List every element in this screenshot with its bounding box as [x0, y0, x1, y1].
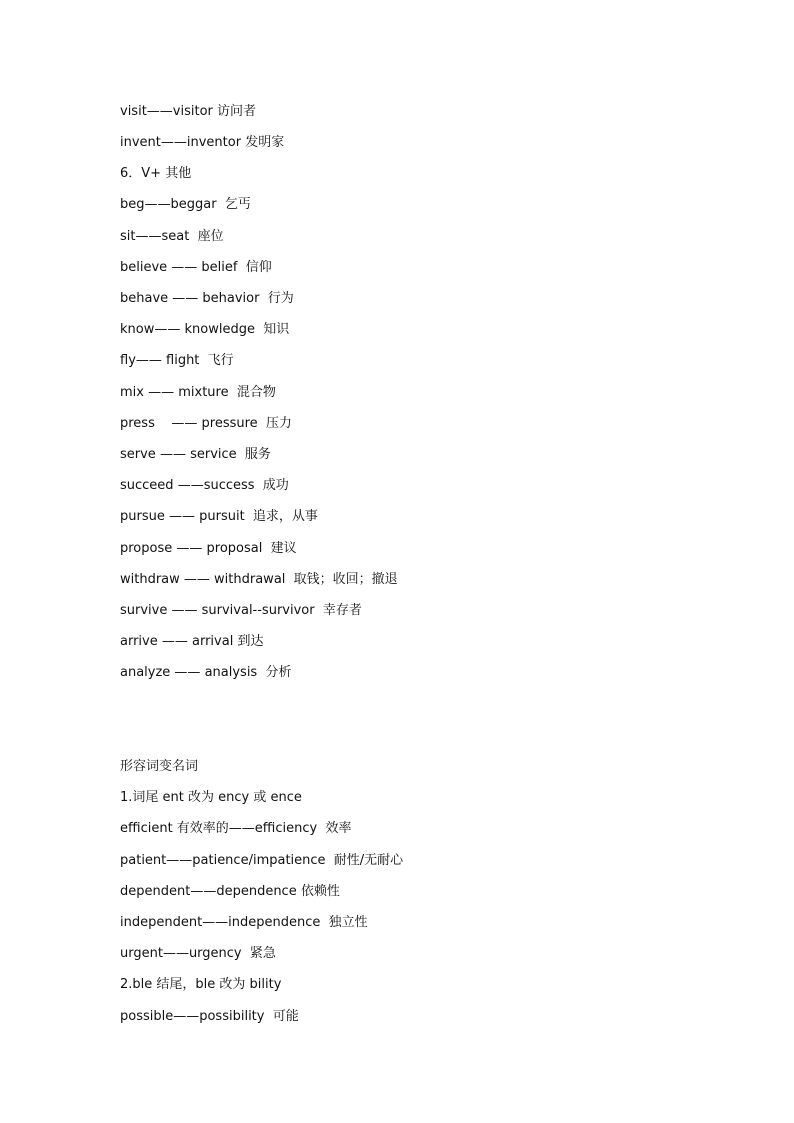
- text-line: visit——visitor 访问者: [120, 104, 257, 119]
- text-line: press —— pressure 压力: [120, 416, 292, 431]
- text-line: invent——inventor 发明家: [120, 135, 285, 150]
- text-line: mix —— mixture 混合物: [120, 385, 276, 400]
- text-line: possible——possibility 可能: [120, 1009, 299, 1024]
- text-line: know—— knowledge 知识: [120, 322, 290, 337]
- text-line: succeed ——success 成功: [120, 478, 289, 493]
- text-line: efficient 有效率的——efficiency 效率: [120, 821, 352, 836]
- subsection-heading: 1.词尾 ent 改为 ency 或 ence: [120, 790, 302, 805]
- text-line: serve —— service 服务: [120, 447, 271, 462]
- text-line: beg——beggar 乞丐: [120, 197, 251, 212]
- section-heading: 形容词变名词: [120, 759, 199, 774]
- text-line: pursue —— pursuit 追求，从事: [120, 509, 318, 524]
- text-line: independent——independence 独立性: [120, 915, 368, 930]
- text-line: sit——seat 座位: [120, 229, 224, 244]
- text-line: patient——patience/impatience 耐性/无耐心: [120, 853, 404, 868]
- text-line: fly—— flight 飞行: [120, 353, 234, 368]
- text-line: urgent——urgency 紧急: [120, 946, 276, 961]
- text-line: behave —— behavior 行为: [120, 291, 294, 306]
- text-line: propose —— proposal 建议: [120, 541, 297, 556]
- text-line: survive —— survival--survivor 幸存者: [120, 603, 362, 618]
- text-line: arrive —— arrival 到达: [120, 634, 264, 649]
- text-line: believe —— belief 信仰: [120, 260, 272, 275]
- subsection-heading: 2.ble 结尾，ble 改为 bility: [120, 977, 282, 992]
- text-line: dependent——dependence 依赖性: [120, 884, 340, 899]
- section-heading: 6．V+ 其他: [120, 166, 192, 181]
- text-line: withdraw —— withdrawal 取钱；收回；撤退: [120, 572, 398, 587]
- text-line: analyze —— analysis 分析: [120, 665, 292, 680]
